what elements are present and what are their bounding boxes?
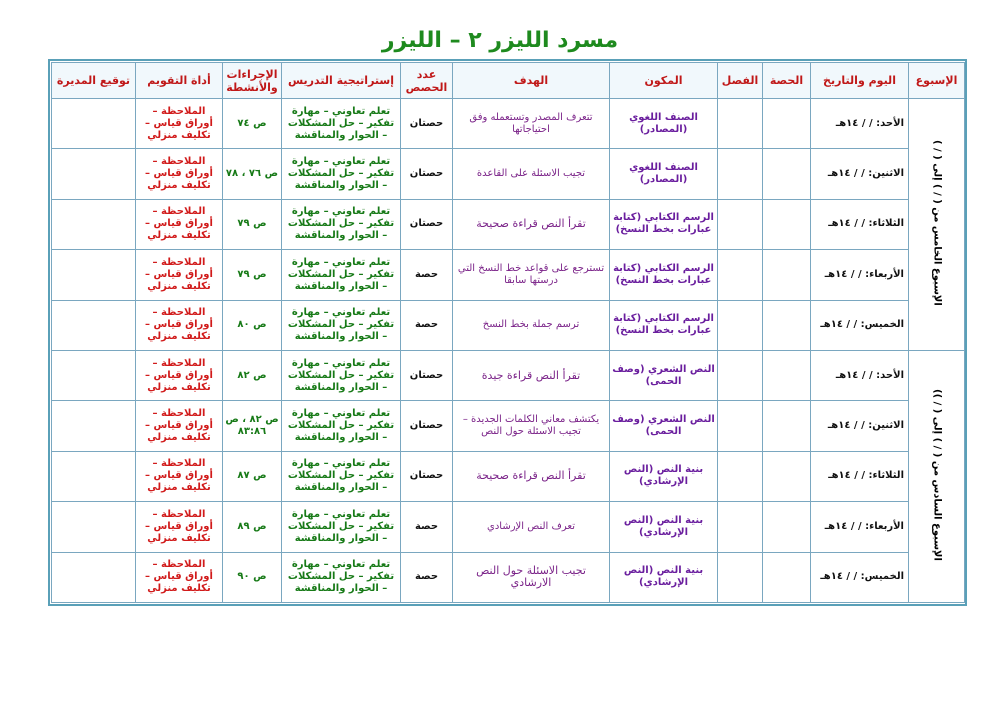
component-cell: النص الشعري (وصف الحمى): [610, 401, 718, 451]
goal-cell: يكتشف معاني الكلمات الجديدة – تجيب الاسئلة حول النص: [453, 401, 610, 451]
header-component: المكون: [610, 63, 718, 99]
class-cell: [718, 552, 763, 602]
class-cell: [718, 199, 763, 249]
evaluation-cell: الملاحظة – أوراق قياس – تكليف منزلي: [136, 502, 223, 552]
period-cell: [763, 300, 811, 350]
header-evaluation: أداة التقويم: [136, 63, 223, 99]
table-row: [52, 99, 965, 149]
header-period: الحصة: [763, 63, 811, 99]
period-cell: [763, 451, 811, 501]
strategy-cell: تعلم تعاوني – مهارة تفكير – حل المشكلات – الحوار والمناقشة: [282, 401, 401, 451]
component-cell: الرسم الكتابي (كتابة عبارات بخط النسخ): [610, 199, 718, 249]
strategy-cell: تعلم تعاوني – مهارة تفكير – حل المشكلات – الحوار والمناقشة: [282, 149, 401, 199]
day-cell: الخميس: / / ١٤هـ: [811, 300, 909, 350]
class-cell: [718, 502, 763, 552]
procedures-cell: ص ٩٠: [223, 552, 282, 602]
class-cell: [718, 149, 763, 199]
table-row: [52, 350, 965, 400]
header-signature: توقيع المديرة: [52, 63, 136, 99]
goal-cell: تسترجع على قواعد خط النسخ التي درستها سابقا: [453, 250, 610, 300]
table-row: [52, 250, 965, 300]
component-cell: بنية النص (النص الإرشادي): [610, 552, 718, 602]
strategy-cell: تعلم تعاوني – مهارة تفكير – حل المشكلات – الحوار والمناقشة: [282, 552, 401, 602]
header-strategy: إستراتيجية التدريس: [282, 63, 401, 99]
header-procedures: الإجراءات والأنشطة: [223, 63, 282, 99]
header-week: الإسبوع: [909, 63, 965, 99]
class-cell: [718, 451, 763, 501]
strategy-cell: تعلم تعاوني – مهارة تفكير – حل المشكلات – الحوار والمناقشة: [282, 300, 401, 350]
header-day-date: اليوم والتاريخ: [811, 63, 909, 99]
period-cell: [763, 401, 811, 451]
day-cell: الخميس: / / ١٤هـ: [811, 552, 909, 602]
signature-cell: [52, 300, 136, 350]
day-cell: الأربعاء: / / ١٤هـ: [811, 502, 909, 552]
strategy-cell: تعلم تعاوني – مهارة تفكير – حل المشكلات – الحوار والمناقشة: [282, 502, 401, 552]
signature-cell: [52, 350, 136, 400]
goal-cell: تتعرف المصدر وتستعمله وفق احتياجاتها: [453, 99, 610, 149]
count-cell: حصتان: [401, 401, 453, 451]
procedures-cell: ص ٧٩: [223, 250, 282, 300]
count-cell: حصتان: [401, 199, 453, 249]
procedures-cell: ص ٧٦ ، ٧٨: [223, 149, 282, 199]
strategy-cell: تعلم تعاوني – مهارة تفكير – حل المشكلات – الحوار والمناقشة: [282, 451, 401, 501]
evaluation-cell: الملاحظة – أوراق قياس – تكليف منزلي: [136, 350, 223, 400]
header-class: الفصل: [718, 63, 763, 99]
component-cell: الصنف اللغوي (المصادر): [610, 99, 718, 149]
evaluation-cell: الملاحظة – أوراق قياس – تكليف منزلي: [136, 401, 223, 451]
table-row: [52, 451, 965, 501]
evaluation-cell: الملاحظة – أوراق قياس – تكليف منزلي: [136, 300, 223, 350]
strategy-cell: تعلم تعاوني – مهارة تفكير – حل المشكلات – الحوار والمناقشة: [282, 199, 401, 249]
goal-cell: تعرف النص الإرشادي: [453, 502, 610, 552]
class-cell: [718, 99, 763, 149]
evaluation-cell: الملاحظة – أوراق قياس – تكليف منزلي: [136, 250, 223, 300]
count-cell: حصة: [401, 502, 453, 552]
evaluation-cell: الملاحظة – أوراق قياس – تكليف منزلي: [136, 99, 223, 149]
signature-cell: [52, 451, 136, 501]
table-row: [52, 199, 965, 249]
count-cell: حصة: [401, 250, 453, 300]
procedures-cell: ص ٨٢ ، ص ٨٣:٨٦: [223, 401, 282, 451]
period-cell: [763, 552, 811, 602]
component-cell: الصنف اللغوي (المصادر): [610, 149, 718, 199]
count-cell: حصتان: [401, 149, 453, 199]
evaluation-cell: الملاحظة – أوراق قياس – تكليف منزلي: [136, 451, 223, 501]
goal-cell: تقرأ النص قراءة صحيحة: [453, 451, 610, 501]
week-label: الإسبوع الخامس من ( / ) إلى ( / ): [931, 139, 943, 306]
goal-cell: تقرأ النص قراءة جيدة: [453, 350, 610, 400]
class-cell: [718, 300, 763, 350]
procedures-cell: ص ٨٩: [223, 502, 282, 552]
evaluation-cell: الملاحظة – أوراق قياس – تكليف منزلي: [136, 552, 223, 602]
day-cell: الثلاثاء: / / ١٤هـ: [811, 451, 909, 501]
component-cell: النص الشعري (وصف الحمى): [610, 350, 718, 400]
day-cell: الأربعاء: / / ١٤هـ: [811, 250, 909, 300]
header-count: عدد الحصص: [401, 63, 453, 99]
lesson-plan-table: [51, 62, 965, 603]
signature-cell: [52, 401, 136, 451]
procedures-cell: ص ٧٩: [223, 199, 282, 249]
period-cell: [763, 250, 811, 300]
count-cell: حصتان: [401, 350, 453, 400]
signature-cell: [52, 250, 136, 300]
day-cell: الأحد: / / ١٤هـ: [811, 350, 909, 400]
page-title: مسرد الليزر ٢ – الليزر: [381, 28, 619, 53]
strategy-cell: تعلم تعاوني – مهارة تفكير – حل المشكلات – الحوار والمناقشة: [282, 99, 401, 149]
header-row: [52, 63, 965, 99]
component-cell: بنية النص (النص الإرشادي): [610, 451, 718, 501]
day-cell: الأحد: / / ١٤هـ: [811, 99, 909, 149]
procedures-cell: ص ٨٧: [223, 451, 282, 501]
component-cell: الرسم الكتابي (كتابة عبارات بخط النسخ): [610, 250, 718, 300]
evaluation-cell: الملاحظة – أوراق قياس – تكليف منزلي: [136, 199, 223, 249]
day-cell: الاثنين: / / ١٤هـ: [811, 401, 909, 451]
table-row: [52, 401, 965, 451]
goal-cell: تقرأ النص قراءة صحيحة: [453, 199, 610, 249]
signature-cell: [52, 149, 136, 199]
goal-cell: تجيب الاسئلة على القاعدة: [453, 149, 610, 199]
signature-cell: [52, 99, 136, 149]
count-cell: حصة: [401, 300, 453, 350]
week-label: الإسبوع السادس من ( / ) إلى ( / )): [931, 388, 943, 561]
class-cell: [718, 250, 763, 300]
signature-cell: [52, 552, 136, 602]
strategy-cell: تعلم تعاوني – مهارة تفكير – حل المشكلات – الحوار والمناقشة: [282, 350, 401, 400]
procedures-cell: ص ٧٤: [223, 99, 282, 149]
period-cell: [763, 350, 811, 400]
period-cell: [763, 502, 811, 552]
count-cell: حصتان: [401, 99, 453, 149]
table-row: [52, 502, 965, 552]
procedures-cell: ص ٨٠: [223, 300, 282, 350]
week-cell: [909, 350, 965, 602]
class-cell: [718, 350, 763, 400]
signature-cell: [52, 502, 136, 552]
signature-cell: [52, 199, 136, 249]
table-row: [52, 300, 965, 350]
class-cell: [718, 401, 763, 451]
day-cell: الثلاثاء: / / ١٤هـ: [811, 199, 909, 249]
strategy-cell: تعلم تعاوني – مهارة تفكير – حل المشكلات – الحوار والمناقشة: [282, 250, 401, 300]
table-row: [52, 552, 965, 602]
header-goal: الهدف: [453, 63, 610, 99]
day-cell: الاثنين: / / ١٤هـ: [811, 149, 909, 199]
procedures-cell: ص ٨٢: [223, 350, 282, 400]
table-row: [52, 149, 965, 199]
goal-cell: ترسم جملة بخط النسخ: [453, 300, 610, 350]
period-cell: [763, 99, 811, 149]
week-cell: [909, 99, 965, 351]
count-cell: حصتان: [401, 451, 453, 501]
component-cell: بنية النص (النص الإرشادي): [610, 502, 718, 552]
goal-cell: تجيب الاسئلة حول النص الارشادي: [453, 552, 610, 602]
count-cell: حصة: [401, 552, 453, 602]
evaluation-cell: الملاحظة – أوراق قياس – تكليف منزلي: [136, 149, 223, 199]
component-cell: الرسم الكتابي (كتابة عبارات بخط النسخ): [610, 300, 718, 350]
period-cell: [763, 199, 811, 249]
period-cell: [763, 149, 811, 199]
